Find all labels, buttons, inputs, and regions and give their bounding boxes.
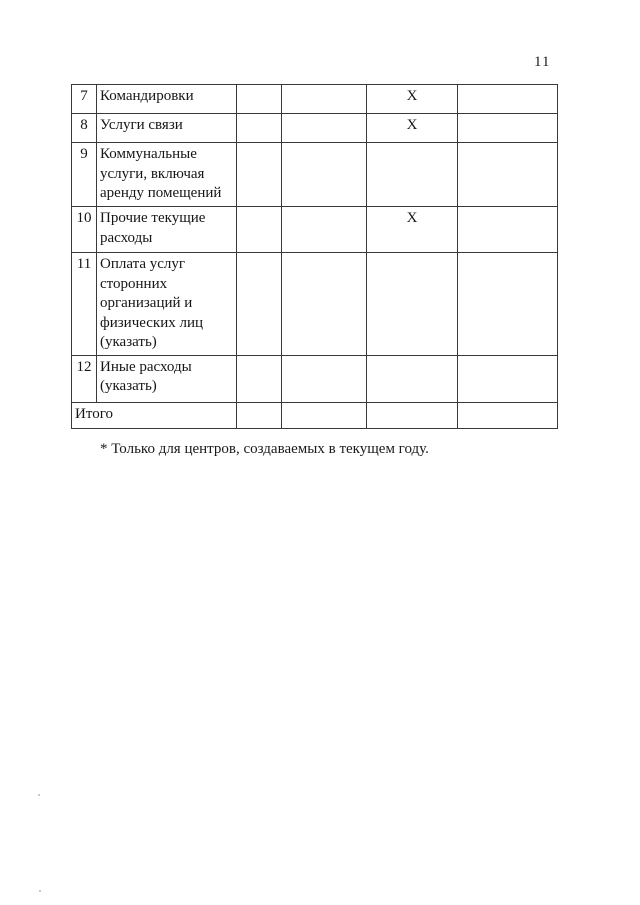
table-row <box>72 85 558 114</box>
value-cell <box>458 143 558 207</box>
value-cell <box>237 207 282 253</box>
value-cell <box>282 253 367 356</box>
row-number-cell: 8 <box>72 114 97 143</box>
value-cell <box>237 253 282 356</box>
total-value-cell <box>237 402 282 428</box>
value-cell <box>282 207 367 253</box>
page-number: 11 <box>534 54 551 70</box>
total-value-cell <box>458 402 558 428</box>
value-cell <box>237 114 282 143</box>
total-value-cell <box>367 402 458 428</box>
expense-table-body <box>72 85 558 429</box>
scan-speck <box>39 890 41 892</box>
value-cell <box>367 253 458 356</box>
expense-name-cell: Командировки <box>97 85 237 114</box>
total-label-cell: Итого <box>72 402 237 428</box>
scan-speck <box>38 794 40 796</box>
expense-name-cell: Коммунальные услуги, включая аренду помещений <box>97 143 237 207</box>
table-row <box>72 355 558 402</box>
value-cell <box>282 114 367 143</box>
expense-name-cell: Услуги связи <box>97 114 237 143</box>
value-cell <box>237 143 282 207</box>
table-total-row <box>72 402 558 428</box>
value-cell <box>458 207 558 253</box>
expense-table <box>71 84 558 429</box>
value-cell: X <box>367 85 458 114</box>
row-number-cell: 11 <box>72 253 97 356</box>
table-row <box>72 143 558 207</box>
row-number-cell: 7 <box>72 85 97 114</box>
expense-name-cell: Прочие текущие расходы <box>97 207 237 253</box>
expense-name-cell: Оплата услуг сторонних организаций и физических лиц (указать) <box>97 253 237 356</box>
value-cell: X <box>367 207 458 253</box>
row-number-cell: 9 <box>72 143 97 207</box>
value-cell <box>282 85 367 114</box>
value-cell <box>282 355 367 402</box>
row-number-cell: 12 <box>72 355 97 402</box>
value-cell <box>237 85 282 114</box>
value-cell <box>458 253 558 356</box>
value-cell <box>282 143 367 207</box>
footnote: * Только для центров, создаваемых в текущем году. <box>100 441 429 457</box>
table-row <box>72 207 558 253</box>
value-cell <box>367 143 458 207</box>
value-cell <box>458 114 558 143</box>
value-cell <box>367 355 458 402</box>
value-cell <box>237 355 282 402</box>
value-cell: X <box>367 114 458 143</box>
table-row <box>72 114 558 143</box>
table-row <box>72 253 558 356</box>
expense-name-cell: Иные расходы (указать) <box>97 355 237 402</box>
row-number-cell: 10 <box>72 207 97 253</box>
value-cell <box>458 85 558 114</box>
value-cell <box>458 355 558 402</box>
total-value-cell <box>282 402 367 428</box>
